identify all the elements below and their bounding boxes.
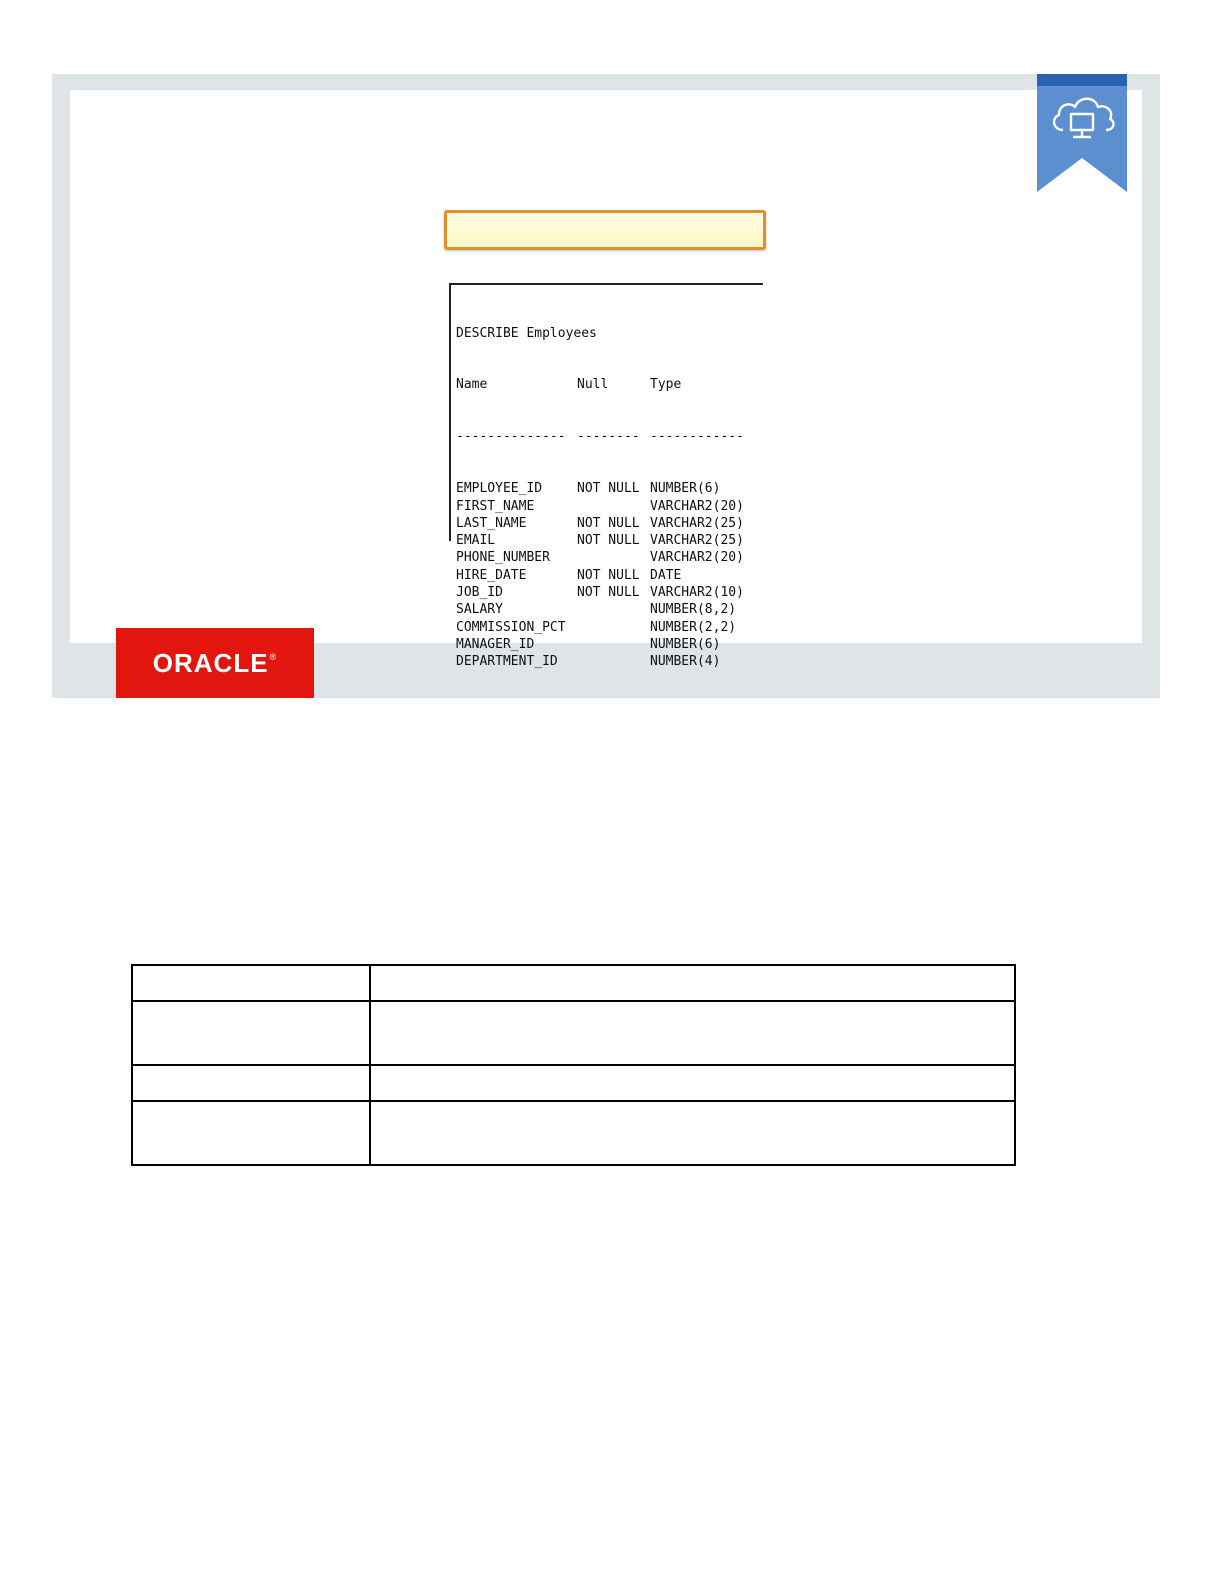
sql-console-output — [449, 283, 763, 670]
column-type: NUMBER(6) — [650, 481, 721, 497]
column-type: VARCHAR2(20) — [650, 498, 744, 514]
column-row — [456, 532, 763, 549]
header-name: Name — [456, 377, 488, 393]
table-cell — [370, 1065, 1015, 1101]
highlight-bar — [444, 210, 766, 250]
column-name: DEPARTMENT_ID — [456, 654, 558, 670]
column-row — [456, 601, 763, 618]
table-row — [132, 965, 1015, 1001]
table-cell — [132, 1065, 370, 1101]
column-type: VARCHAR2(10) — [650, 585, 744, 601]
column-row — [456, 567, 763, 584]
table-row — [132, 1001, 1015, 1065]
separator-null: -------- — [577, 429, 640, 445]
table-cell — [370, 1101, 1015, 1165]
column-name: PHONE_NUMBER — [456, 550, 550, 566]
column-name: EMPLOYEE_ID — [456, 481, 543, 497]
logo-text: ORACLE — [152, 647, 269, 678]
column-row — [456, 619, 763, 636]
describe-command: DESCRIBE Employees — [456, 325, 597, 341]
column-null: NOT NULL — [577, 567, 640, 583]
column-null: NOT NULL — [577, 481, 640, 497]
column-type: VARCHAR2(25) — [650, 533, 744, 549]
oracle-logo — [116, 628, 314, 698]
column-null: NOT NULL — [577, 515, 640, 531]
header-type: Type — [650, 377, 682, 393]
table-cell — [370, 1001, 1015, 1065]
column-row — [456, 515, 763, 532]
column-name: SALARY — [456, 602, 503, 618]
column-header-row — [456, 376, 763, 393]
table-cell — [132, 1001, 370, 1065]
column-type: NUMBER(6) — [650, 636, 721, 652]
column-type: NUMBER(2,2) — [650, 619, 737, 635]
column-row — [456, 636, 763, 653]
column-type: NUMBER(8,2) — [650, 602, 737, 618]
table-cell — [132, 965, 370, 1001]
bookmark-ribbon — [1037, 74, 1127, 192]
column-type: DATE — [650, 567, 682, 583]
table-cell — [370, 965, 1015, 1001]
column-name: LAST_NAME — [456, 515, 527, 531]
column-name: EMAIL — [456, 533, 496, 549]
column-row — [456, 549, 763, 566]
column-name: FIRST_NAME — [456, 498, 535, 514]
column-name: COMMISSION_PCT — [456, 619, 566, 635]
separator-row — [456, 428, 763, 445]
empty-table — [131, 964, 1016, 1166]
column-type: VARCHAR2(20) — [650, 550, 744, 566]
header-null: Null — [577, 377, 609, 393]
column-row — [456, 480, 763, 497]
column-row — [456, 653, 763, 670]
separator-name: -------------- — [456, 429, 566, 445]
column-null: NOT NULL — [577, 585, 640, 601]
registered-mark: ® — [269, 652, 278, 662]
table-row — [132, 1101, 1015, 1165]
separator-type: ------------ — [650, 429, 744, 445]
column-rows — [456, 480, 763, 670]
column-name: JOB_ID — [456, 585, 503, 601]
column-null: NOT NULL — [577, 533, 640, 549]
column-type: NUMBER(4) — [650, 654, 721, 670]
column-name: HIRE_DATE — [456, 567, 527, 583]
table-cell — [132, 1101, 370, 1165]
column-type: VARCHAR2(25) — [650, 515, 744, 531]
column-row — [456, 584, 763, 601]
column-row — [456, 498, 763, 515]
table-row — [132, 1065, 1015, 1101]
column-name: MANAGER_ID — [456, 636, 535, 652]
